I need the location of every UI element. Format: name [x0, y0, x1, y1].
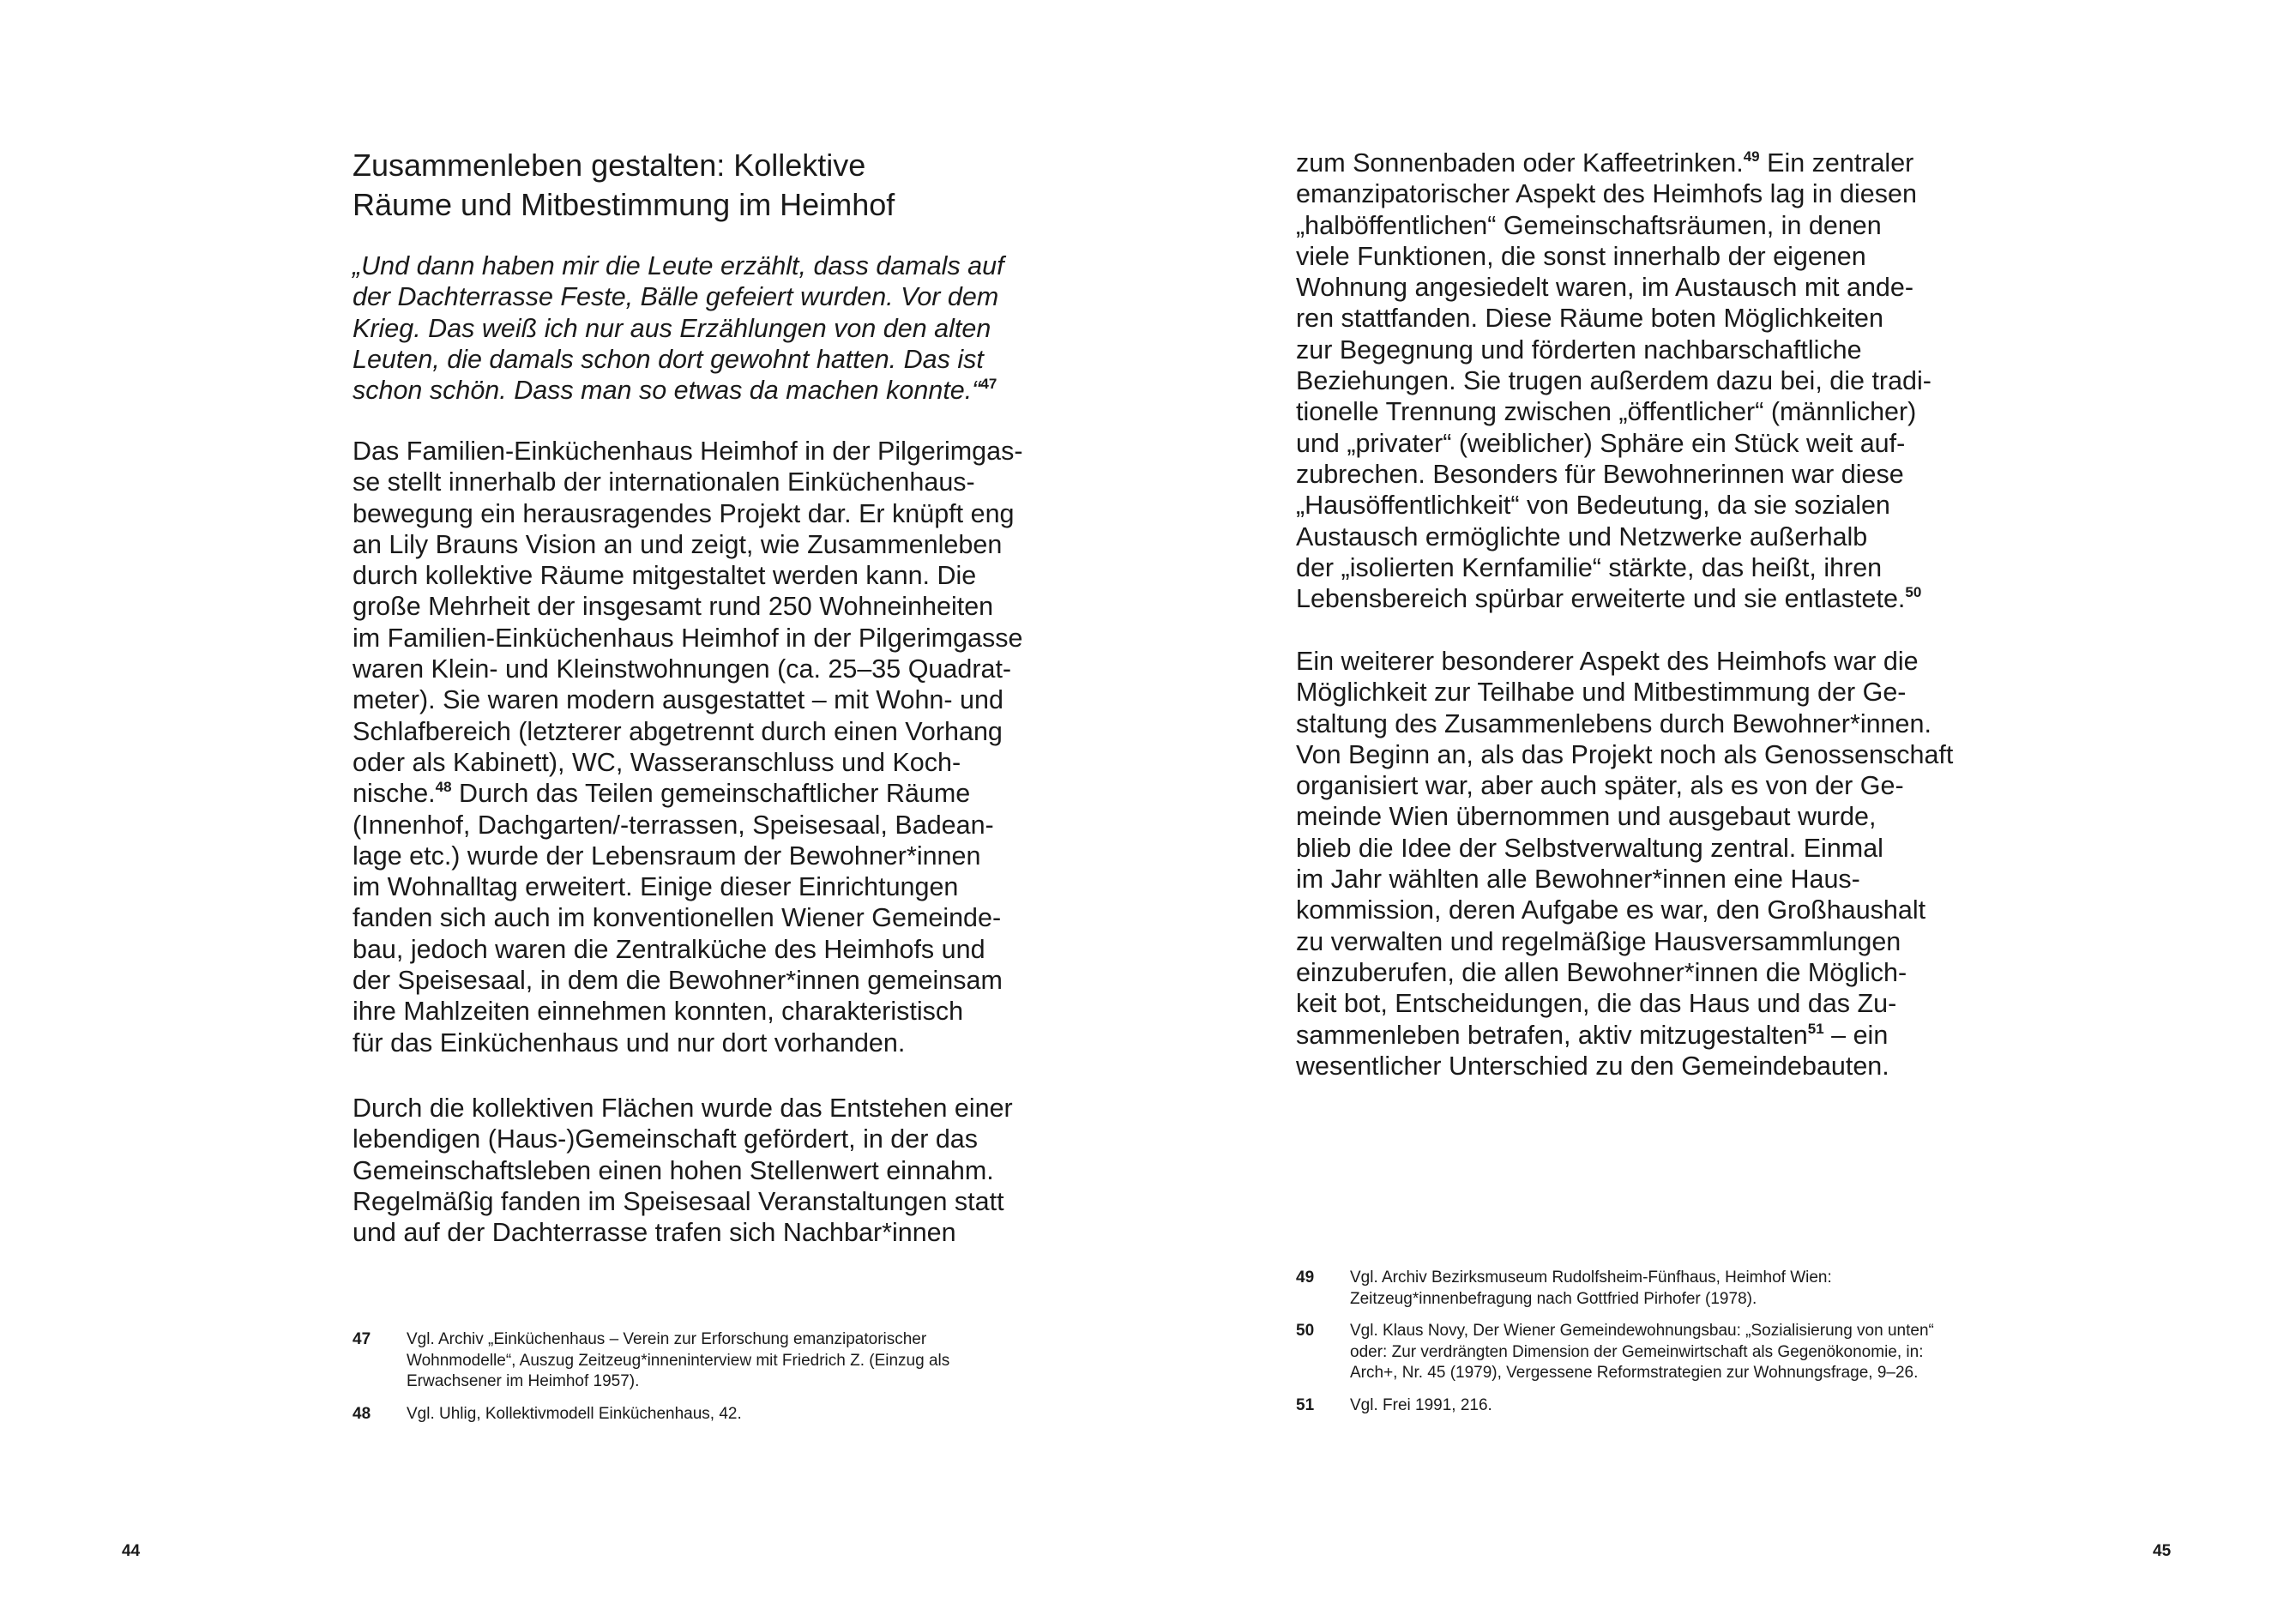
footnote-ref-49[interactable]: 49: [1743, 148, 1760, 165]
footnote-50: [1296, 1321, 1982, 1384]
text-line: im Familien-Einküchenhaus Heimhof in der Pilgerimgasse: [353, 623, 1023, 653]
text-line: der Speisesaal, in dem die Bewohner*innen gemeinsam: [353, 966, 1003, 996]
footnote-number: 51: [1296, 1395, 1315, 1414]
text-line: Ein weiterer besonderer Aspekt des Heimhofs war die: [1296, 647, 1919, 676]
footnote-number: 47: [353, 1330, 371, 1348]
quote-line: Krieg. Das weiß ich nur aus Erzählungen von den alten: [353, 313, 991, 343]
footnote-line: Wohnmodelle“, Auszug Zeitzeug*inneninterview mit Friedrich Z. (Einzug als: [407, 1351, 950, 1370]
footnote-49: [1296, 1268, 1982, 1310]
text-line: Wohnung angesiedelt waren, im Austausch mit ande-: [1296, 273, 1913, 303]
text-line: viele Funktionen, die sonst innerhalb der eigenen: [1296, 241, 1866, 271]
text-line: emanzipatorischer Aspekt des Heimhofs lag in diesen: [1296, 179, 1917, 209]
footnote-number: 48: [353, 1404, 371, 1423]
footnote-line: Vgl. Archiv Bezirksmuseum Rudolfsheim-Fünfhaus, Heimhof Wien:: [1350, 1268, 1832, 1287]
text-line: Durch die kollektiven Flächen wurde das Entstehen einer: [353, 1094, 1013, 1123]
text-line-with-ref: [1296, 1020, 1999, 1051]
text-line: Beziehungen. Sie trugen außerdem dazu bei, die tradi-: [1296, 366, 1931, 396]
text-line: lebendigen (Haus-)Gemeinschaft gefördert, in der das: [353, 1124, 979, 1154]
footnote-ref-47[interactable]: 47: [980, 376, 997, 393]
paragraph-2: [353, 1093, 1056, 1248]
text-line: Von Beginn an, als das Projekt noch als Genossenschaft: [1296, 739, 1954, 769]
text-line: der „isolierten Kernfamilie“ stärkte, das heißt, ihren: [1296, 552, 1883, 582]
text-line: und „privater“ (weiblicher) Sphäre ein Stück weit auf-: [1296, 428, 1906, 458]
footnote-line: Vgl. Archiv „Einküchenhaus – Verein zur Erforschung emanzipatorischer: [407, 1330, 927, 1348]
text-segment: – ein: [1823, 1020, 1889, 1050]
footnote-47: [353, 1329, 1039, 1393]
text-line: einzuberufen, die allen Bewohner*innen die Möglich-: [1296, 957, 1907, 987]
text-line: staltung des Zusammenlebens durch Bewohner*innen.: [1296, 708, 1931, 738]
footnote-line: Zeitzeug*innenbefragung nach Gottfried Pirhofer (1978).: [1350, 1289, 1757, 1308]
quote-line: der Dachterrasse Feste, Bälle gefeiert wurden. Vor dem: [353, 282, 999, 312]
text-line: Möglichkeit zur Teilhabe und Mitbestimmung der Ge-: [1296, 678, 1907, 708]
text-line: große Mehrheit der insgesamt rund 250 Wohneinheiten: [353, 592, 994, 622]
text-line: im Wohnalltag erweitert. Einige dieser Einrichtungen: [353, 872, 959, 902]
page-number-right: 45: [2153, 1542, 2172, 1560]
footnote-line: oder: Zur verdrängten Dimension der Gemeinwirtschaft als Gegenökonomie, in:: [1350, 1342, 1924, 1361]
text-line: blieb die Idee der Selbstverwaltung zentral. Einmal: [1296, 833, 1883, 863]
text-line: „halböffentlichen“ Gemeinschaftsräumen, in denen: [1296, 210, 1882, 240]
text-line: Gemeinschaftsleben einen hohen Stellenwert einnahm.: [353, 1155, 994, 1185]
text-line: keit bot, Entscheidungen, die das Haus und das Zu-: [1296, 989, 1897, 1019]
text-line-with-ref: [1296, 148, 1999, 178]
quote-line-text: schon schön. Dass man so etwas da machen konnte.“: [353, 376, 981, 406]
page-number-left: 44: [122, 1542, 141, 1560]
text-line: wesentlicher Unterschied zu den Gemeindebauten.: [1296, 1051, 1889, 1081]
footnote-number: 50: [1296, 1322, 1315, 1340]
text-line: ihre Mahlzeiten einnehmen konnten, charakteristisch: [353, 997, 964, 1027]
footnote-ref-48[interactable]: 48: [435, 779, 452, 796]
text-line: an Lily Brauns Vision an und zeigt, wie Zusammenleben: [353, 529, 1003, 559]
text-line: Das Familien-Einküchenhaus Heimhof in der Pilgerimgas-: [353, 437, 1023, 466]
text-line: tionelle Trennung zwischen „öffentlicher“ (männlicher): [1296, 397, 1917, 427]
text-segment: Ein zentraler: [1759, 148, 1914, 178]
text-segment: Lebensbereich spürbar erweiterte und sie entlastete.: [1296, 584, 1906, 614]
text-line: organisiert war, aber auch später, als es von der Ge-: [1296, 771, 1904, 801]
text-line: und auf der Dachterrasse trafen sich Nachbar*innen: [353, 1218, 956, 1248]
text-line: ren stattfanden. Diese Räume boten Möglichkeiten: [1296, 304, 1883, 334]
text-line: im Jahr wählten alle Bewohner*innen eine Haus-: [1296, 865, 1860, 895]
paragraph-3: [1296, 148, 1999, 614]
footnote-line: Vgl. Klaus Novy, Der Wiener Gemeindewohnungsbau: „Sozialisierung von unten“: [1350, 1322, 1934, 1340]
text-line: „Hausöffentlichkeit“ von Bedeutung, da sie sozialen: [1296, 491, 1890, 521]
quote-line: „Und dann haben mir die Leute erzählt, dass damals auf: [353, 251, 1004, 280]
text-line: meinde Wien übernommen und ausgebaut wurde,: [1296, 802, 1877, 832]
epigraph-quote: [353, 250, 1039, 406]
text-line: bau, jedoch waren die Zentralküche des Heimhofs und: [353, 934, 985, 964]
right-page: [1148, 0, 2296, 1621]
text-segment: zum Sonnenbaden oder Kaffeetrinken.: [1296, 148, 1744, 178]
paragraph-1: [353, 436, 1056, 1058]
text-line: Regelmäßig fanden im Speisesaal Veranstaltungen statt: [353, 1186, 1004, 1216]
text-line-with-ref: [1296, 583, 1999, 614]
chapter-heading: [353, 146, 1039, 225]
text-line: für das Einküchenhaus und nur dort vorhanden.: [353, 1027, 906, 1058]
text-line: Austausch ermöglichte und Netzwerke außerhalb: [1296, 521, 1868, 551]
text-line: durch kollektive Räume mitgestaltet werden kann. Die: [353, 561, 977, 591]
text-line: zubrechen. Besonders für Bewohnerinnen war diese: [1296, 459, 1904, 489]
footnote-line: Vgl. Frei 1991, 216.: [1350, 1395, 1492, 1414]
footnote-51: [1296, 1395, 1982, 1417]
text-line: zur Begegnung und förderten nachbarschaftliche: [1296, 334, 1862, 365]
text-segment: Durch das Teilen gemeinschaftlicher Räume: [451, 779, 971, 809]
text-line: kommission, deren Aufgabe es war, den Großhaushalt: [1296, 895, 1926, 925]
text-line: bewegung ein herausragendes Projekt dar. Er knüpft eng: [353, 498, 1015, 528]
footnote-line: Erwachsener im Heimhof 1957).: [407, 1372, 640, 1390]
text-segment: nische.: [353, 779, 436, 809]
quote-line: Leuten, die damals schon dort gewohnt hatten. Das ist: [353, 344, 984, 374]
text-line: Schlafbereich (letzterer abgetrennt durch einen Vorhang: [353, 716, 1003, 746]
footnote-48: [353, 1404, 1039, 1425]
text-line: oder als Kabinett), WC, Wasseranschluss und Koch-: [353, 747, 961, 777]
text-line: meter). Sie waren modern ausgestattet – mit Wohn- und: [353, 685, 1003, 715]
text-line: se stellt innerhalb der internationalen Einküchenhaus-: [353, 467, 975, 497]
text-line: lage etc.) wurde der Lebensraum der Bewohner*innen: [353, 841, 981, 871]
footnote-ref-51[interactable]: 51: [1807, 1020, 1824, 1037]
quote-line-last: [353, 375, 1039, 406]
paragraph-4: [1296, 646, 1999, 1082]
text-segment: sammenleben betrafen, aktiv mitzugestalten: [1296, 1020, 1808, 1050]
heading-line: Räume und Mitbestimmung im Heimhof: [353, 187, 895, 222]
text-line-with-ref: [353, 778, 1056, 809]
text-line: (Innenhof, Dachgarten/-terrassen, Speisesaal, Badean-: [353, 810, 994, 840]
heading-line: Zusammenleben gestalten: Kollektive: [353, 148, 866, 183]
text-line: fanden sich auch im konventionellen Wiener Gemeinde-: [353, 903, 1002, 933]
footnote-line: Vgl. Uhlig, Kollektivmodell Einküchenhaus, 42.: [407, 1404, 742, 1423]
footnotes-left: [353, 1329, 1039, 1436]
text-line: zu verwalten und regelmäßige Hausversammlungen: [1296, 926, 1901, 956]
footnote-number: 49: [1296, 1268, 1315, 1287]
text-line: waren Klein- und Kleinstwohnungen (ca. 25–35 Quadrat-: [353, 654, 1012, 684]
footnotes-right: [1296, 1268, 1982, 1427]
footnote-ref-50[interactable]: 50: [1905, 584, 1922, 601]
footnote-line: Arch+, Nr. 45 (1979), Vergessene Reformstrategien zur Wohnungsfrage, 9–26.: [1350, 1364, 1919, 1382]
